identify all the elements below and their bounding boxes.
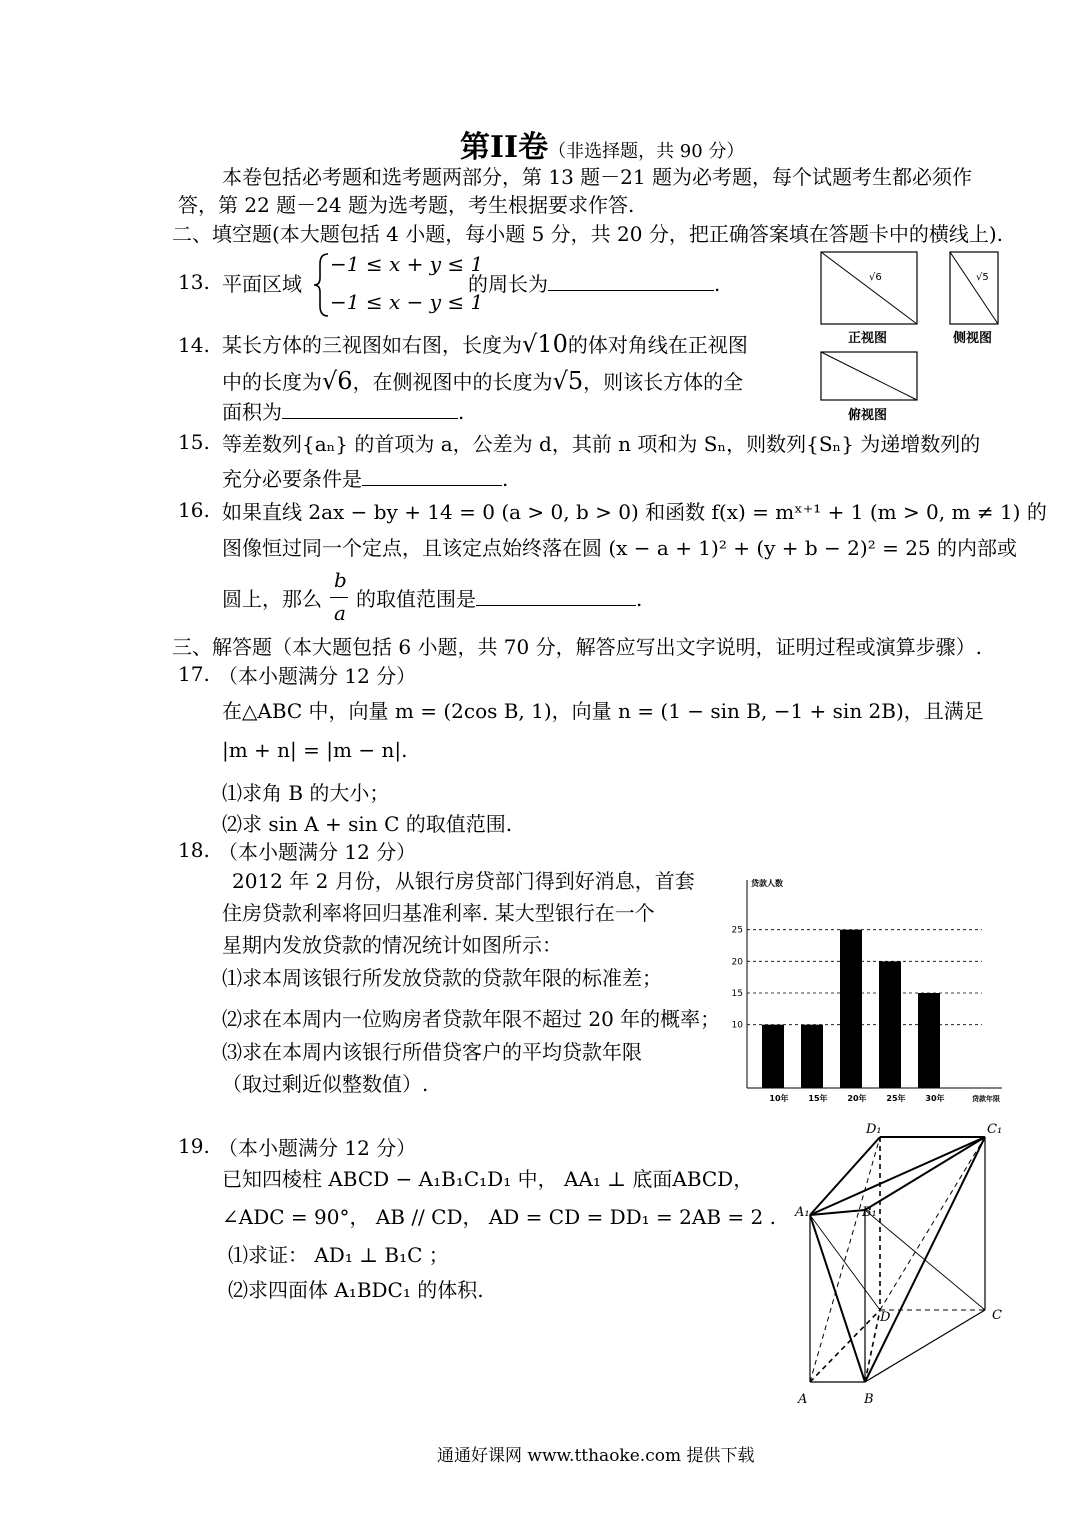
q18-part-3: ⑶求在本周内该银行所借贷客户的平均贷款年限: [222, 1040, 642, 1064]
q17-line-2: |m + n| = |m − n|.: [222, 738, 408, 762]
q16-l3c: .: [636, 587, 643, 611]
q13-end: .: [714, 272, 721, 296]
chart-x-tick-3: 25年: [886, 1094, 906, 1103]
q18-part-4: （取过剩近似整数值）.: [222, 1072, 429, 1096]
q17-part-1: ⑴求角 B 的大小；: [222, 781, 390, 805]
section-2-heading: 二、填空题(本大题包括 4 小题，每小题 5 分，共 20 分，把正确答案填在答题卡中的横线上).: [172, 222, 1004, 246]
q13-suffix-text: 的周长为: [468, 272, 548, 296]
top-view-diagonal: [821, 352, 917, 400]
q15-answer-blank: [362, 467, 502, 486]
q14-l2e: ，则该长方体的全: [583, 370, 744, 394]
prism-label-D: D: [880, 1310, 891, 1325]
chart-y-tick-10: 10: [731, 1020, 743, 1031]
q13-answer-blank: [548, 272, 714, 291]
q19-line-1: 已知四棱柱 ABCD − A₁B₁C₁D₁ 中， AA₁ ⊥ 底面ABCD，: [222, 1167, 754, 1191]
chart-bar-4: [918, 993, 940, 1088]
q14-l2b: √6: [322, 367, 353, 395]
q14-l2c: ，在侧视图中的长度为: [352, 370, 553, 394]
page-footer: 通通好课网 www.tthaoke.com 提供下载: [437, 1446, 755, 1466]
q16-frac-den: a: [334, 601, 346, 625]
q14-line-3: [222, 398, 464, 426]
q13-inequality-2: −1 ≤ x − y ≤ 1: [330, 290, 484, 314]
q13-prefix: 平面区域: [222, 272, 302, 296]
q16-number: 16.: [178, 498, 210, 522]
front-view-label: 正视图: [848, 331, 888, 346]
q14-line-1: [222, 330, 748, 359]
prism-label-B1: B₁: [862, 1205, 877, 1220]
chart-y-tick-15: 15: [731, 989, 743, 999]
q17-line-1: 在△ABC 中，向量 m = (2cos B, 1)，向量 n = (1 − sin B, −1 + sin 2B)，且满足: [222, 699, 984, 723]
q15-line-1: 等差数列{aₙ} 的首项为 a，公差为 d，其前 n 项和为 Sₙ，则数列{Sₙ} 为递增数列的: [222, 432, 981, 456]
q13-suffix: [468, 270, 720, 298]
q16-l3a: 圆上，那么: [222, 587, 322, 611]
front-view-diag-label: √6: [869, 272, 882, 283]
q14-l1b: √10: [522, 330, 568, 358]
q19-number: 19.: [178, 1134, 210, 1158]
prism-label-C1: C₁: [987, 1122, 1003, 1137]
side-view-label: 侧视图: [953, 331, 993, 346]
q19-line-2: ∠ADC = 90°， AB // CD， AD = CD = DD₁ = 2AB = 2 .: [222, 1205, 776, 1229]
q16-l3b: 的取值范围是: [356, 587, 476, 611]
chart-bar-2: [840, 930, 862, 1088]
intro-line-1: 本卷包括必考题和选考题两部分，第 13 题－21 题为必考题，每个试题考生都必须作: [222, 165, 972, 189]
q18-number: 18.: [178, 838, 210, 862]
q19-head: （本小题满分 12 分）: [218, 1136, 417, 1160]
q16-line-2: 图像恒过同一个定点，且该定点始终落在圆 (x − a + 1)² + (y + b − 2)² = 25 的内部或: [222, 536, 1017, 560]
q14-l1a: 某长方体的三视图如右图，长度为: [222, 333, 522, 357]
q17-head: （本小题满分 12 分）: [218, 664, 417, 688]
q18-head: （本小题满分 12 分）: [218, 840, 417, 864]
intro-line-2: 答，第 22 题－24 题为选考题，考生根据要求作答.: [178, 193, 635, 217]
q13-inequality-1: −1 ≤ x + y ≤ 1: [330, 252, 484, 276]
q13-number: 13.: [178, 270, 210, 294]
heading-subtitle: （非选择题，共 90 分）: [548, 141, 745, 162]
front-view-diagonal: [821, 252, 917, 324]
q15-l2a: 充分必要条件是: [222, 467, 362, 491]
q18-line-2: 住房贷款利率将回归基准利率. 某大型银行在一个: [222, 901, 655, 925]
prism-label-A: A: [798, 1392, 808, 1407]
q19-part-2: ⑵求四面体 A₁BDC₁ 的体积.: [228, 1278, 484, 1302]
chart-x-label: 贷款年限: [972, 1095, 1000, 1103]
q14-l1c: 的体对角线在正视图: [567, 333, 748, 357]
chart-y-tick-20: 20: [731, 957, 743, 968]
q15-l2b: .: [502, 467, 509, 491]
q18-line-3: 星期内发放贷款的情况统计如图所示：: [222, 933, 562, 957]
side-view-diag-label: √5: [976, 272, 989, 283]
chart-x-tick-4: 30年: [925, 1094, 945, 1103]
prism-label-D1: D₁: [866, 1122, 882, 1137]
q17-part-2: ⑵求 sin A + sin C 的取值范围.: [222, 812, 513, 836]
top-view-label: 俯视图: [848, 408, 888, 423]
page-heading: [460, 122, 744, 166]
side-view-diagonal: [950, 252, 998, 324]
heading-title: 第II卷: [460, 130, 549, 165]
prism-figure: [790, 1120, 1020, 1410]
q18-line-1: 2012 年 2 月份，从银行房贷部门得到好消息，首套: [232, 869, 695, 893]
q18-part-2: ⑵求在本周内一位购房者贷款年限不超过 20 年的概率；: [222, 1007, 721, 1031]
chart-bar-3: [879, 961, 901, 1088]
q14-l3a: 面积为: [222, 400, 282, 424]
q14-number: 14.: [178, 333, 210, 357]
q16-line-3: [356, 585, 642, 613]
q16-frac-bar: [330, 597, 348, 598]
prism-label-C: C: [992, 1308, 1002, 1323]
chart-x-tick-0: 10年: [769, 1094, 789, 1103]
prism-label-B: B: [864, 1392, 874, 1407]
q14-l2d: √5: [552, 367, 584, 395]
chart-bar-1: [801, 1025, 823, 1088]
q14-l3b: .: [458, 400, 465, 424]
q13-brace: [312, 252, 332, 318]
q16-line-1: 如果直线 2ax − by + 14 = 0 (a > 0, b > 0) 和函数 f(x) = mˣ⁺¹ + 1 (m > 0, m ≠ 1) 的: [222, 500, 1047, 524]
q14-line-2: [222, 367, 743, 396]
chart-y-label: 贷款人数: [751, 879, 783, 888]
q17-number: 17.: [178, 662, 210, 686]
q18-part-1: ⑴求本周该银行所发放贷款的贷款年限的标准差；: [222, 966, 662, 990]
q14-answer-blank: [282, 400, 458, 419]
prism-label-A1: A₁: [795, 1205, 810, 1220]
q16-frac-num: b: [334, 568, 347, 592]
loan-bar-chart: [725, 860, 1015, 1110]
chart-x-tick-2: 20年: [847, 1094, 867, 1103]
q16-answer-blank: [476, 587, 636, 606]
q15-number: 15.: [178, 430, 210, 454]
q19-part-1: ⑴求证： AD₁ ⊥ B₁C ；: [228, 1243, 449, 1267]
q15-line-2: [222, 465, 508, 493]
q14-l2a: 中的长度为: [222, 370, 322, 394]
chart-y-tick-25: 25: [731, 925, 743, 936]
chart-bar-0: [762, 1025, 784, 1088]
chart-x-tick-1: 15年: [808, 1094, 828, 1103]
section-3-heading: 三、解答题（本大题包括 6 小题，共 70 分，解答应写出文字说明，证明过程或演算步骤）.: [172, 635, 982, 659]
